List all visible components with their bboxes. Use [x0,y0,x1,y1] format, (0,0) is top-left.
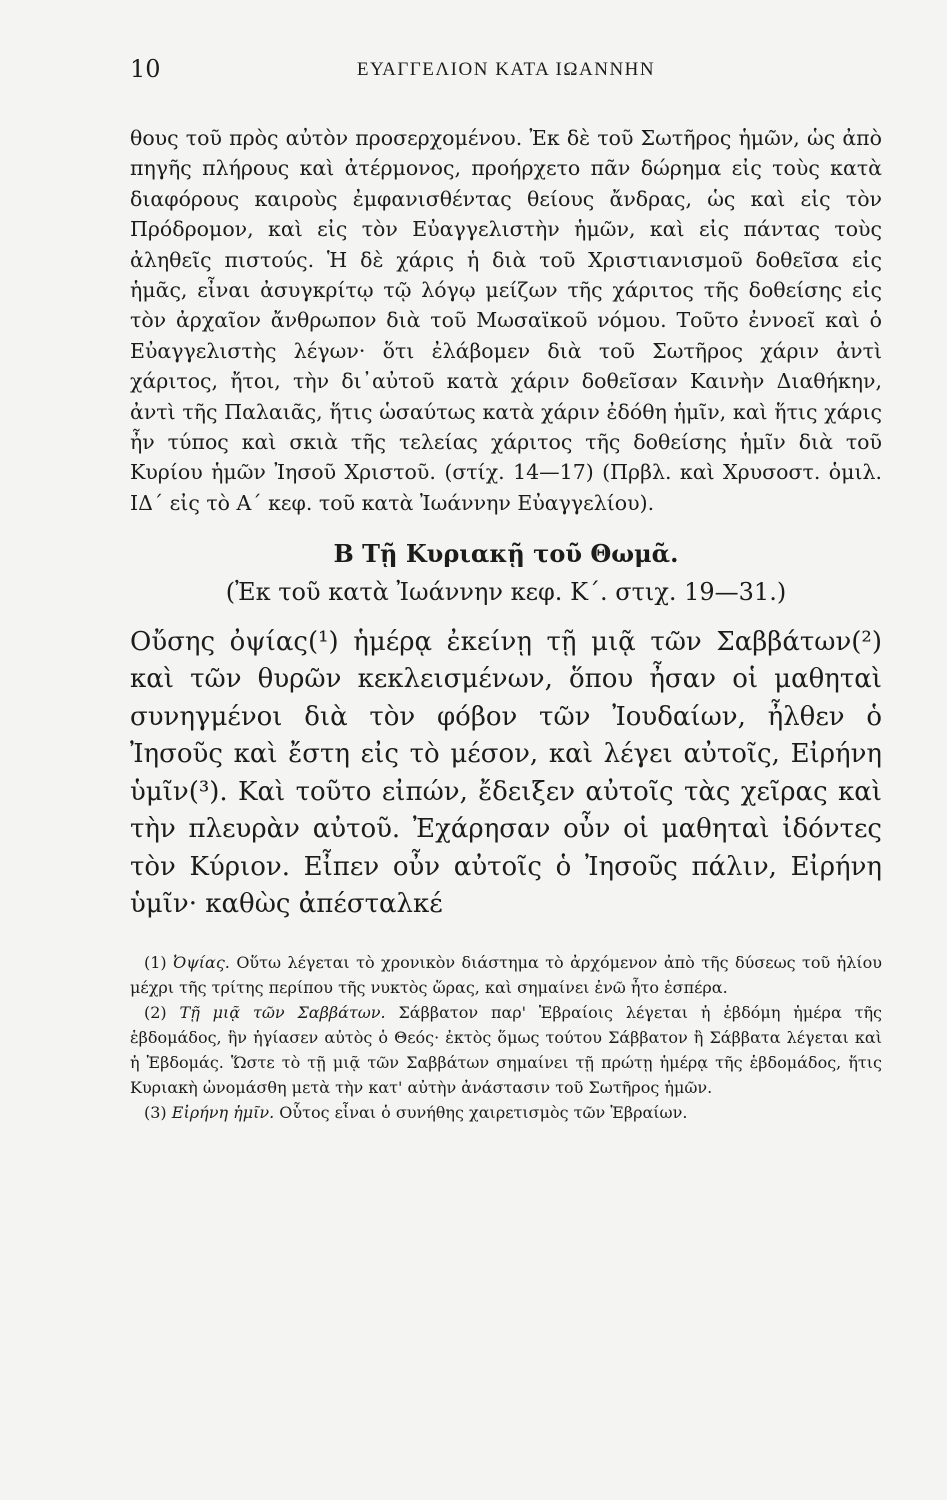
footnote-1 [130,950,882,1000]
section-reference: (Ἐκ τοῦ κατὰ Ἰωάννην κεφ. Κ´. στιχ. 19—31.) [225,577,787,606]
footnote-term: Εἰρήνη ἡμῖν. [171,1102,275,1122]
footnote-mark: (2) [144,1002,167,1022]
book-page [130,55,882,1125]
footnote-2 [130,1000,882,1100]
running-head: ΕΥΑΓΓΕΛΙΟΝ ΚΑΤΑ ΙΩΑΝΝΗΝ [356,59,656,80]
footnote-mark: (1) [144,952,167,972]
footnote-text: Οὕτω λέγεται τὸ χρονικὸν διάστημα τὸ ἀρχόμενον ἀπὸ τῆς δύσεως τοῦ ἡλίου μέχρι τῆς τρίτης περίπου τῆς νυκτὸς ὥρας, καὶ σημαίνει ἐνῶ ἦτο ἑσπέρα. [130,952,882,997]
section-title: Β Τῇ Κυριακῇ τοῦ Θωμᾶ. [333,538,679,568]
footnote-text: Σάββατον παρ' Ἑβραίοις λέγεται ἡ ἑβδόμη ἡμέρα τῆς ἑβδομάδος, ἣν ἡγίασεν αὐτὸς ὁ Θεός· ἐκτὸς ὅμως τούτου Σάββατον ἢ Σάββατα λέγεται καὶ ἡ Ἑβδομάς. Ὥστε τὸ τῇ μιᾷ τῶν Σαββάτων σημαίνει τῇ πρώτῃ ἡμέρᾳ τῆς ἑβδομάδος, ἥτις Κυριακὴ ὠνομάσθη μετὰ τὴν κατ' αὐτὴν ἀνάστασιν τοῦ Σωτῆρος ἡμῶν. [130,1002,883,1097]
footnote-term: Ὀψίας. [173,952,230,972]
footnote-3 [130,1100,882,1125]
footnotes [130,950,882,1125]
footnote-mark: (3) [144,1102,167,1122]
footnote-term: Τῇ μιᾷ τῶν Σαββάτων. [179,1002,386,1022]
commentary-paragraph: θους τοῦ πρὸς αὐτὸν προσερχομένου. Ἐκ δὲ τοῦ Σωτῆρος ἡμῶν, ὡς ἀπὸ πηγῆς πλήρους καὶ ἀτέρμονος, προήρχετο πᾶν δώρημα εἰς τοὺς κατὰ διαφόρους καιροὺς ἐμφανισθέντας θείους ἄνδρας, ὡς καὶ εἰς τὸν Πρόδρομον, καὶ εἰς τὸν Εὐαγγελιστὴν ἡμῶν, καὶ εἰς πάντας τοὺς ἀληθεῖς πιστούς. Ἡ δὲ χάρις ἡ διὰ τοῦ Χριστιανισμοῦ δοθεῖσα εἰς ἡμᾶς, εἶναι ἀσυγκρίτῳ τῷ λόγῳ μείζων τῆς χάριτος τῆς δοθείσης εἰς τὸν ἀρχαῖον ἄνθρωπον διὰ τοῦ Μωσαϊκοῦ νόμου. Τοῦτο ἐννοεῖ καὶ ὁ Εὐαγγελιστὴς λέγων· ὅτι ἐλάβομεν διὰ τοῦ Σωτῆρος χάριν ἀντὶ χάριτος, ἤτοι, τὴν δι᾿αὐτοῦ κατὰ χάριν δοθεῖσαν Καινὴν Διαθήκην, ἀντὶ τῆς Παλαιᾶς, ἥτις ὡσαύτως κατὰ χάριν ἐδόθη ἡμῖν, καὶ ἥτις χάρις ἦν τύπος καὶ σκιὰ τῆς τελείας χάριτος τῆς δοθείσης ἡμῖν διὰ τοῦ Κυρίου ἡμῶν Ἰησοῦ Χριστοῦ. (στίχ. 14—17) (Πρβλ. καὶ Χρυσοστ. ὁμιλ. ΙΔ´ εἰς τὸ Α´ κεφ. τοῦ κατὰ Ἰωάννην Εὐαγγελίου). [130,126,882,515]
gospel-passage: Οὔσης ὀψίας(¹) ἡμέρᾳ ἐκείνῃ τῇ μιᾷ τῶν Σαββάτων(²) καὶ τῶν θυρῶν κεκλεισμένων, ὅπου ἦσαν οἱ μαθηταὶ συνηγμένοι διὰ τὸν φόβον τῶν Ἰουδαίων, ἦλθεν ὁ Ἰησοῦς καὶ ἔστη εἰς τὸ μέσον, καὶ λέγει αὐτοῖς, Εἰρήνη ὑμῖν(³). Καὶ τοῦτο εἰπών, ἔδειξεν αὐτοῖς τὰς χεῖρας καὶ τὴν πλευρὰν αὐτοῦ. Ἐχάρησαν οὖν οἱ μαθηταὶ ἰδόντες τὸν Κύριον. Εἶπεν οὖν αὐτοῖς ὁ Ἰησοῦς πάλιν, Εἰρήνη ὑμῖν· καθὼς ἀπέσταλκέ [130,626,882,920]
footnote-text: Οὗτος εἶναι ὁ συνήθης χαιρετισμὸς τῶν Ἑβραίων. [279,1102,688,1122]
page-header [130,55,882,95]
page-number: 10 [130,55,161,83]
